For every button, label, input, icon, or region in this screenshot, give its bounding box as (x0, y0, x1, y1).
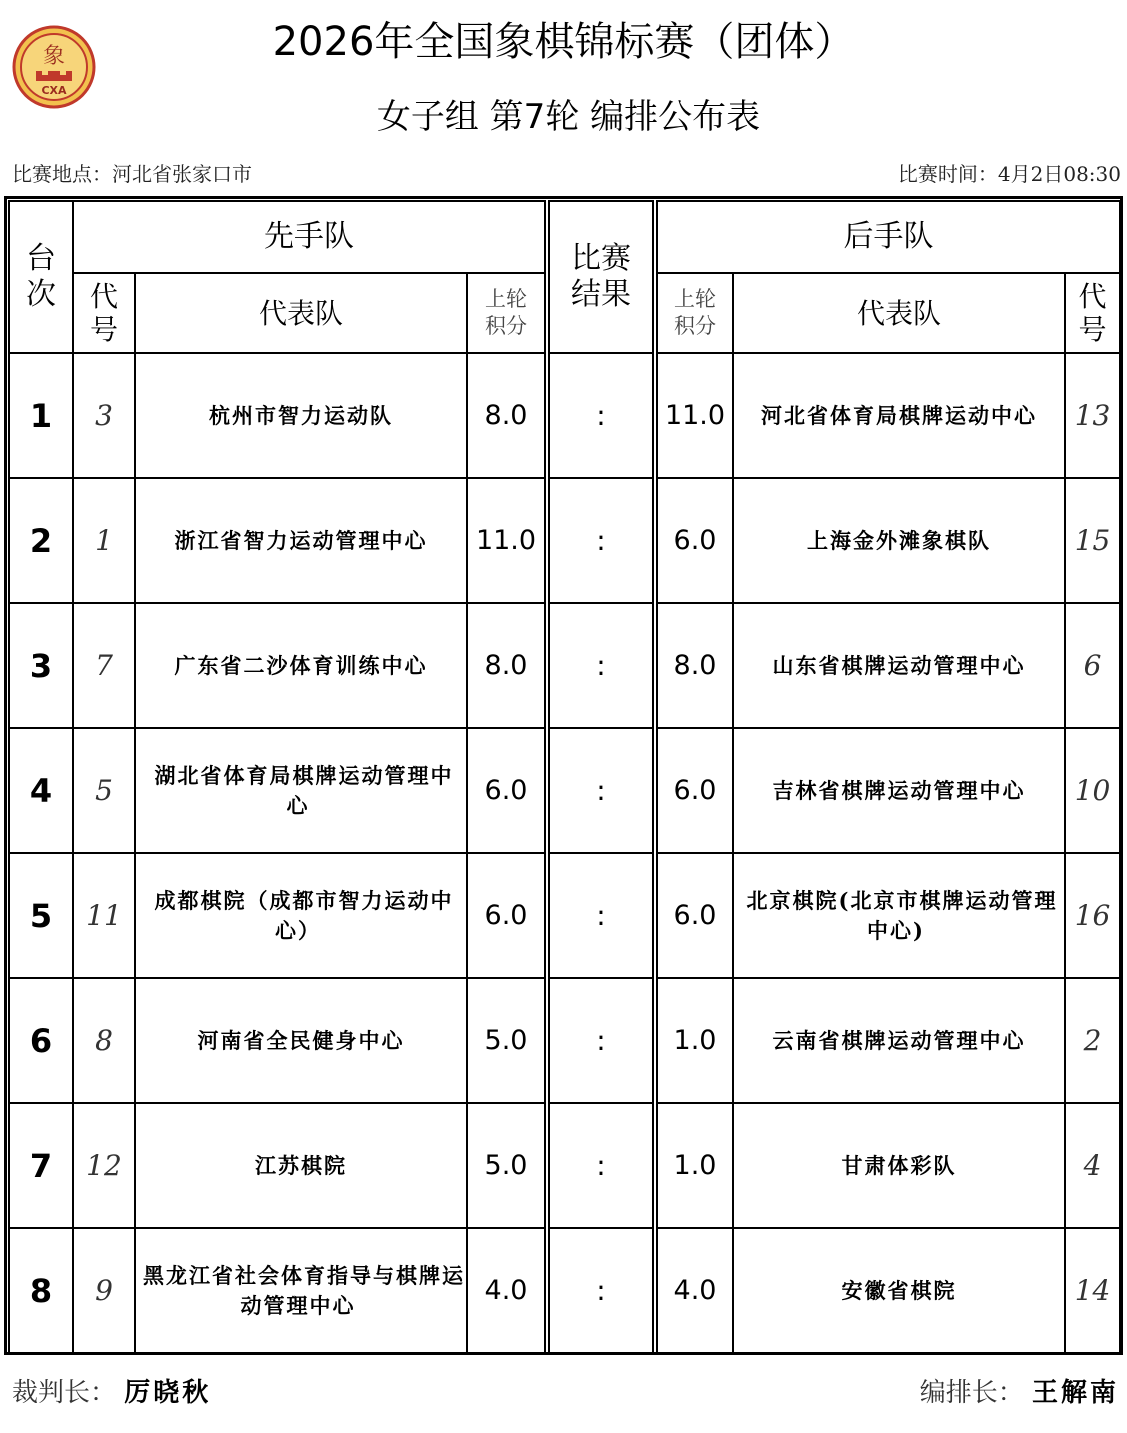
home-team-cell (135, 353, 467, 478)
board-number: 2 (29, 521, 53, 560)
away-team: 云南省棋牌运动管理中心 (772, 1027, 1026, 1053)
away-team-cell (733, 603, 1065, 728)
header-home-group: 先手队 (73, 201, 547, 273)
away-team-cell (733, 1228, 1065, 1353)
match-result-cell (547, 1103, 655, 1228)
home-team-cell (135, 978, 467, 1103)
home-score-cell (467, 978, 547, 1103)
away-score: 6.0 (673, 525, 717, 556)
referee-signoff (12, 1374, 211, 1412)
home-score-cell (467, 853, 547, 978)
match-result: : (596, 1149, 606, 1182)
home-code-cell (73, 1228, 135, 1353)
away-code: 16 (1074, 899, 1111, 932)
table-row (9, 1103, 1120, 1228)
away-team: 山东省棋牌运动管理中心 (772, 652, 1026, 678)
match-result: : (596, 1024, 606, 1057)
away-team: 吉林省棋牌运动管理中心 (772, 777, 1026, 803)
home-score: 6.0 (484, 900, 528, 931)
arbiter-name: 王解南 (1031, 1378, 1119, 1408)
away-code: 14 (1074, 1274, 1111, 1307)
match-result: : (596, 649, 606, 682)
header-board: 台次 (9, 201, 73, 353)
table-row (9, 1228, 1120, 1353)
venue-text: 比赛地点：河北省张家口市 (12, 162, 252, 186)
board-number: 6 (29, 1021, 53, 1060)
away-score-cell (655, 728, 733, 853)
board-number: 8 (29, 1271, 53, 1310)
away-score-cell (655, 1103, 733, 1228)
match-result-cell (547, 853, 655, 978)
away-team-cell (733, 1103, 1065, 1228)
home-code: 11 (86, 899, 122, 932)
match-result-cell (547, 603, 655, 728)
away-score: 6.0 (673, 775, 717, 806)
away-team: 上海金外滩象棋队 (807, 527, 992, 553)
time-text: 比赛时间：4月2日08:30 (897, 162, 1121, 186)
board-number-cell (9, 1228, 73, 1353)
away-code-cell (1065, 353, 1120, 478)
away-code-cell (1065, 603, 1120, 728)
home-score: 11.0 (475, 525, 537, 556)
home-code-cell (73, 353, 135, 478)
header-away-prev-score: 上轮积分 (655, 273, 733, 353)
away-code: 10 (1074, 774, 1111, 807)
table-row (9, 478, 1120, 603)
home-team: 广东省二沙体育训练中心 (174, 652, 428, 678)
home-team-cell (135, 853, 467, 978)
away-team: 北京棋院(北京市棋牌运动管理中心) (746, 887, 1058, 943)
home-team: 成都棋院（成都市智力运动中心） (154, 887, 454, 943)
home-team: 湖北省体育局棋牌运动管理中心 (154, 762, 454, 818)
match-result-cell (547, 1228, 655, 1353)
header-home-prev-score: 上轮积分 (467, 273, 547, 353)
page-subtitle: 女子组 第7轮 编排公布表 (376, 97, 761, 137)
away-score-cell (655, 603, 733, 728)
home-code-cell (73, 978, 135, 1103)
board-number-cell (9, 853, 73, 978)
board-number: 4 (29, 771, 53, 810)
board-number-cell (9, 728, 73, 853)
home-code: 8 (95, 1024, 113, 1057)
away-team-cell (733, 853, 1065, 978)
board-number-cell (9, 978, 73, 1103)
referee-label: 裁判长： (12, 1378, 117, 1408)
match-result: : (596, 1274, 606, 1307)
away-code-cell (1065, 478, 1120, 603)
header-home-team: 代表队 (135, 273, 467, 353)
header-away-group: 后手队 (655, 201, 1120, 273)
referee-name: 厉晓秋 (124, 1378, 212, 1408)
away-score-cell (655, 1228, 733, 1353)
home-team-cell (135, 603, 467, 728)
home-team: 浙江省智力运动管理中心 (174, 527, 428, 553)
away-code-cell (1065, 728, 1120, 853)
home-score: 4.0 (484, 1275, 528, 1306)
away-score: 6.0 (673, 900, 717, 931)
away-score: 1.0 (673, 1150, 717, 1181)
home-code-cell (73, 1103, 135, 1228)
match-result-cell (547, 728, 655, 853)
away-score-cell (655, 978, 733, 1103)
home-score-cell (467, 603, 547, 728)
away-code: 15 (1074, 524, 1111, 557)
arbiter-label: 编排长： (919, 1378, 1024, 1408)
home-code: 7 (95, 649, 113, 682)
header-result: 比赛结果 (547, 201, 655, 353)
home-score: 5.0 (484, 1025, 528, 1056)
home-score: 8.0 (484, 650, 528, 681)
away-score: 1.0 (673, 1025, 717, 1056)
home-code: 12 (86, 1149, 122, 1182)
home-code: 1 (95, 524, 113, 557)
table-row (9, 978, 1120, 1103)
board-number-cell (9, 1103, 73, 1228)
home-code-cell (73, 728, 135, 853)
match-result-cell (547, 478, 655, 603)
home-code: 5 (95, 774, 113, 807)
home-score: 8.0 (484, 400, 528, 431)
home-score-cell (467, 353, 547, 478)
match-result: : (596, 899, 606, 932)
home-team: 黑龙江省社会体育指导与棋牌运动管理中心 (143, 1262, 465, 1318)
board-number-cell (9, 603, 73, 728)
match-result-cell (547, 353, 655, 478)
match-result: : (596, 524, 606, 557)
home-team-cell (135, 1103, 467, 1228)
home-score-cell (467, 478, 547, 603)
board-number: 7 (29, 1146, 53, 1185)
away-score: 11.0 (664, 400, 726, 431)
home-team: 河南省全民健身中心 (197, 1027, 405, 1053)
table-row (9, 353, 1120, 478)
home-score-cell (467, 728, 547, 853)
table-row (9, 853, 1120, 978)
away-team-cell (733, 353, 1065, 478)
home-score: 6.0 (484, 775, 528, 806)
away-score: 8.0 (673, 650, 717, 681)
away-code-cell (1065, 853, 1120, 978)
header-away-team: 代表队 (733, 273, 1065, 353)
away-code: 4 (1083, 1149, 1102, 1182)
board-number: 1 (29, 396, 53, 435)
board-number-cell (9, 353, 73, 478)
home-team: 杭州市智力运动队 (209, 402, 393, 428)
arbiter-signoff (920, 1374, 1119, 1412)
logo-text: CXA (41, 84, 67, 97)
away-code: 6 (1083, 649, 1102, 682)
board-number: 5 (29, 896, 53, 935)
table-row (9, 728, 1120, 853)
away-team: 安徽省棋院 (841, 1277, 957, 1303)
header-away-code: 代号 (1065, 273, 1120, 353)
pairing-table (8, 200, 1121, 1354)
home-code: 9 (95, 1274, 113, 1307)
away-score: 4.0 (673, 1275, 717, 1306)
home-code-cell (73, 478, 135, 603)
match-result: : (596, 774, 606, 807)
away-code-cell (1065, 1103, 1120, 1228)
away-team: 甘肃体彩队 (841, 1152, 957, 1178)
page-title: 2026年全国象棋锦标赛（团体） (272, 19, 855, 65)
away-code-cell (1065, 978, 1120, 1103)
away-team-cell (733, 478, 1065, 603)
match-result-cell (547, 978, 655, 1103)
home-team-cell (135, 728, 467, 853)
away-code: 13 (1074, 399, 1111, 432)
home-code: 3 (95, 399, 113, 432)
match-result: : (596, 399, 606, 432)
away-team-cell (733, 728, 1065, 853)
away-score-cell (655, 353, 733, 478)
away-score-cell (655, 478, 733, 603)
home-score-cell (467, 1103, 547, 1228)
table-row (9, 603, 1120, 728)
away-score-cell (655, 853, 733, 978)
home-score-cell (467, 1228, 547, 1353)
board-number-cell (9, 478, 73, 603)
away-code: 2 (1083, 1024, 1102, 1057)
away-code-cell (1065, 1228, 1120, 1353)
home-team: 江苏棋院 (255, 1152, 347, 1178)
logo-glyph: 象 (42, 44, 66, 69)
home-code-cell (73, 853, 135, 978)
home-score: 5.0 (484, 1150, 528, 1181)
away-team-cell (733, 978, 1065, 1103)
header-home-code: 代号 (73, 273, 135, 353)
board-number: 3 (29, 646, 53, 685)
home-code-cell (73, 603, 135, 728)
away-team: 河北省体育局棋牌运动中心 (761, 402, 1038, 428)
home-team-cell (135, 1228, 467, 1353)
home-team-cell (135, 478, 467, 603)
